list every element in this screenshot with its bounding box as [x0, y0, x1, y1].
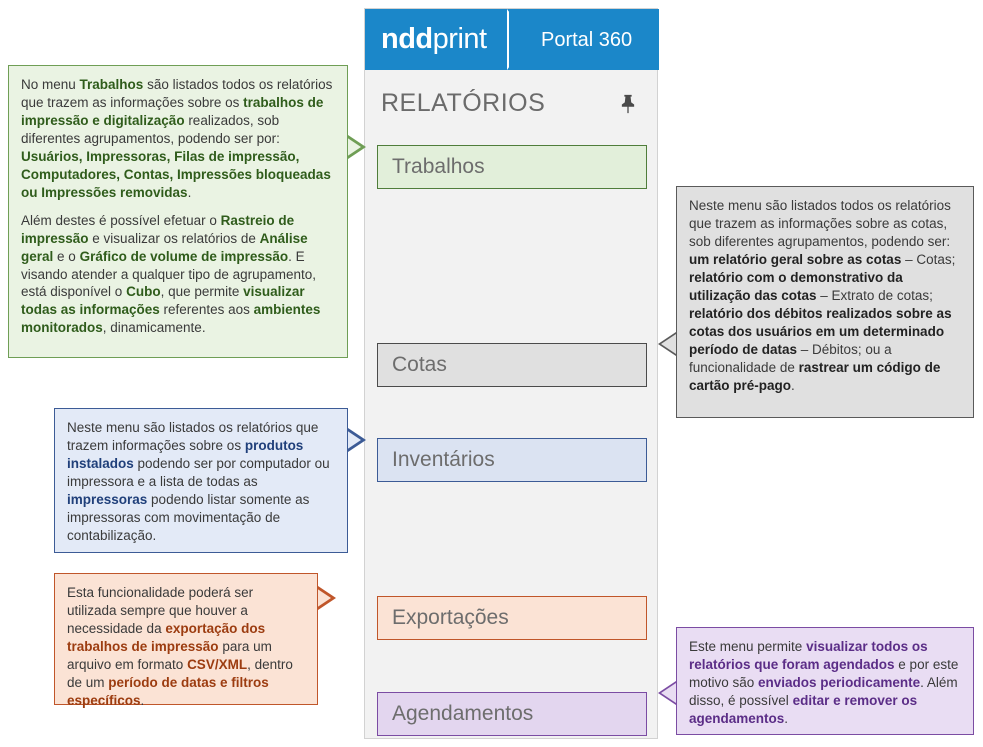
- text-run-bold: relatório dos débitos realizados sobre as cotas dos usuários em um determinado período de datas: [689, 305, 952, 357]
- text-run-bold: Usuários, Impressoras, Filas de impressão, Computadores, Contas, Impressões bloqueadas ou Impressões removidas: [21, 148, 331, 200]
- text-run-bold: um relatório geral sobre as cotas: [689, 251, 902, 267]
- menu-item-label: Trabalhos: [392, 155, 485, 178]
- menu-item-label: Agendamentos: [392, 702, 534, 725]
- menu-item-exportacoes[interactable]: [377, 596, 647, 640]
- text-run: Este menu permite: [689, 639, 807, 654]
- text-run: Neste menu são listados todos os relatórios que trazem as informações sobre as cotas, sob diferentes agrupamentos, podendo ser:: [689, 198, 951, 249]
- text-run: podendo ser por computador ou impressora e a lista de todas as: [67, 455, 330, 489]
- text-run-bold: ambientes monitorados: [21, 302, 321, 336]
- text-run-bold: Rastreio de impressão: [21, 212, 295, 246]
- text-run-bold: Gráfico de volume de impressão: [79, 248, 289, 264]
- callout-tail-cotas: [661, 334, 676, 354]
- app-panel: [364, 8, 658, 739]
- text-run: Esta funcionalidade poderá ser utilizada sempre que houver a necessidade da: [67, 585, 254, 636]
- text-run-bold: rastrear um código de cartão pré-pago: [689, 359, 941, 393]
- text-run: Neste menu são listados os relatórios que trazem informações sobre os: [67, 420, 319, 453]
- menu-item-label: Cotas: [392, 353, 447, 376]
- callout-tail-exportacoes: [316, 588, 331, 608]
- text-run-bold: enviados periodicamente: [758, 674, 921, 690]
- text-run-bold: Cubo: [126, 284, 161, 300]
- menu-item-label: Exportações: [392, 606, 509, 629]
- text-run: podendo listar somente as impressoras com movimentação de contabilização.: [67, 491, 310, 543]
- text-run: são listados todos os relatórios que trazem as informações sobre os: [21, 77, 333, 110]
- text-run: – Cotas;: [901, 251, 956, 267]
- text-run: .: [187, 184, 192, 200]
- text-run: .: [140, 692, 145, 708]
- text-run: , que permite: [160, 284, 244, 300]
- text-run-bold: produtos instalados: [67, 437, 304, 471]
- text-run-bold: trabalhos de impressão e digitalização: [21, 94, 324, 128]
- text-run: . Além disso, é possível: [689, 674, 958, 708]
- ndd-print-logo: [381, 23, 487, 56]
- callout-cotas: [676, 186, 974, 418]
- callout-paragraph: [67, 584, 305, 710]
- callout-inventarios: [54, 408, 348, 553]
- callout-tail-agendamentos: [661, 683, 676, 703]
- text-run: para um arquivo em formato: [67, 638, 272, 672]
- text-run: e o: [53, 248, 80, 264]
- text-run-bold: impressoras: [67, 491, 148, 507]
- pin-icon[interactable]: [617, 91, 639, 117]
- text-run-bold: visualizar todos os relatórios que foram agendados: [689, 639, 928, 672]
- callout-tail-inventarios: [346, 430, 361, 450]
- text-run-bold: relatório com o demonstrativo da utilização das cotas: [689, 269, 903, 303]
- brand-print: print: [432, 23, 487, 55]
- callout-paragraph: [67, 419, 335, 545]
- text-run-bold: visualizar todas as informações: [21, 284, 305, 318]
- text-run-bold: Trabalhos: [79, 77, 144, 92]
- callout-agendamentos: [676, 627, 974, 735]
- text-run: .: [791, 377, 795, 393]
- callout-paragraph: [21, 76, 335, 202]
- text-run: .: [784, 710, 789, 726]
- menu-item-trabalhos[interactable]: [377, 145, 647, 189]
- text-run: No menu: [21, 77, 80, 92]
- text-run: referentes aos: [159, 302, 254, 318]
- text-run: e por este motivo são: [689, 656, 959, 690]
- header-title: Portal 360: [541, 29, 633, 51]
- text-run: realizados, sob diferentes agrupamentos, podendo ser por:: [21, 112, 280, 146]
- app-header: [365, 9, 659, 70]
- text-run: e visualizar os relatórios de: [88, 230, 260, 246]
- text-run-bold: editar e remover os agendamentos: [689, 692, 918, 726]
- callout-tail-trabalhos: [346, 137, 361, 157]
- callout-paragraph: [21, 212, 335, 338]
- callout-paragraph: [689, 638, 961, 728]
- text-run: – Débitos; ou a funcionalidade de: [689, 341, 892, 375]
- brand-ndd: ndd: [381, 23, 433, 55]
- header-chevron-divider-inner: [509, 9, 531, 70]
- text-run: – Extrato de cotas;: [816, 287, 933, 303]
- menu-item-cotas[interactable]: [377, 343, 647, 387]
- menu-item-label: Inventários: [392, 448, 495, 471]
- text-run: . E visando atender a qualquer tipo de agrupamento, está disponível o: [21, 248, 316, 300]
- callout-exportacoes: [54, 573, 318, 708]
- text-run-bold: CSV/XML: [187, 656, 248, 672]
- page-title: RELATÓRIOS: [381, 89, 546, 117]
- text-run: , dentro de um: [67, 656, 293, 690]
- callout-trabalhos: [8, 65, 348, 358]
- text-run-bold: Análise geral: [21, 230, 308, 264]
- text-run: , dinamicamente.: [102, 320, 206, 336]
- text-run: Além destes é possível efetuar o: [21, 212, 221, 228]
- callout-paragraph: [689, 197, 961, 394]
- text-run-bold: exportação dos trabalhos de impressão: [67, 620, 266, 654]
- menu-item-inventarios[interactable]: [377, 438, 647, 482]
- text-run-bold: período de datas e filtros específicos: [67, 674, 269, 708]
- menu-item-agendamentos[interactable]: [377, 692, 647, 736]
